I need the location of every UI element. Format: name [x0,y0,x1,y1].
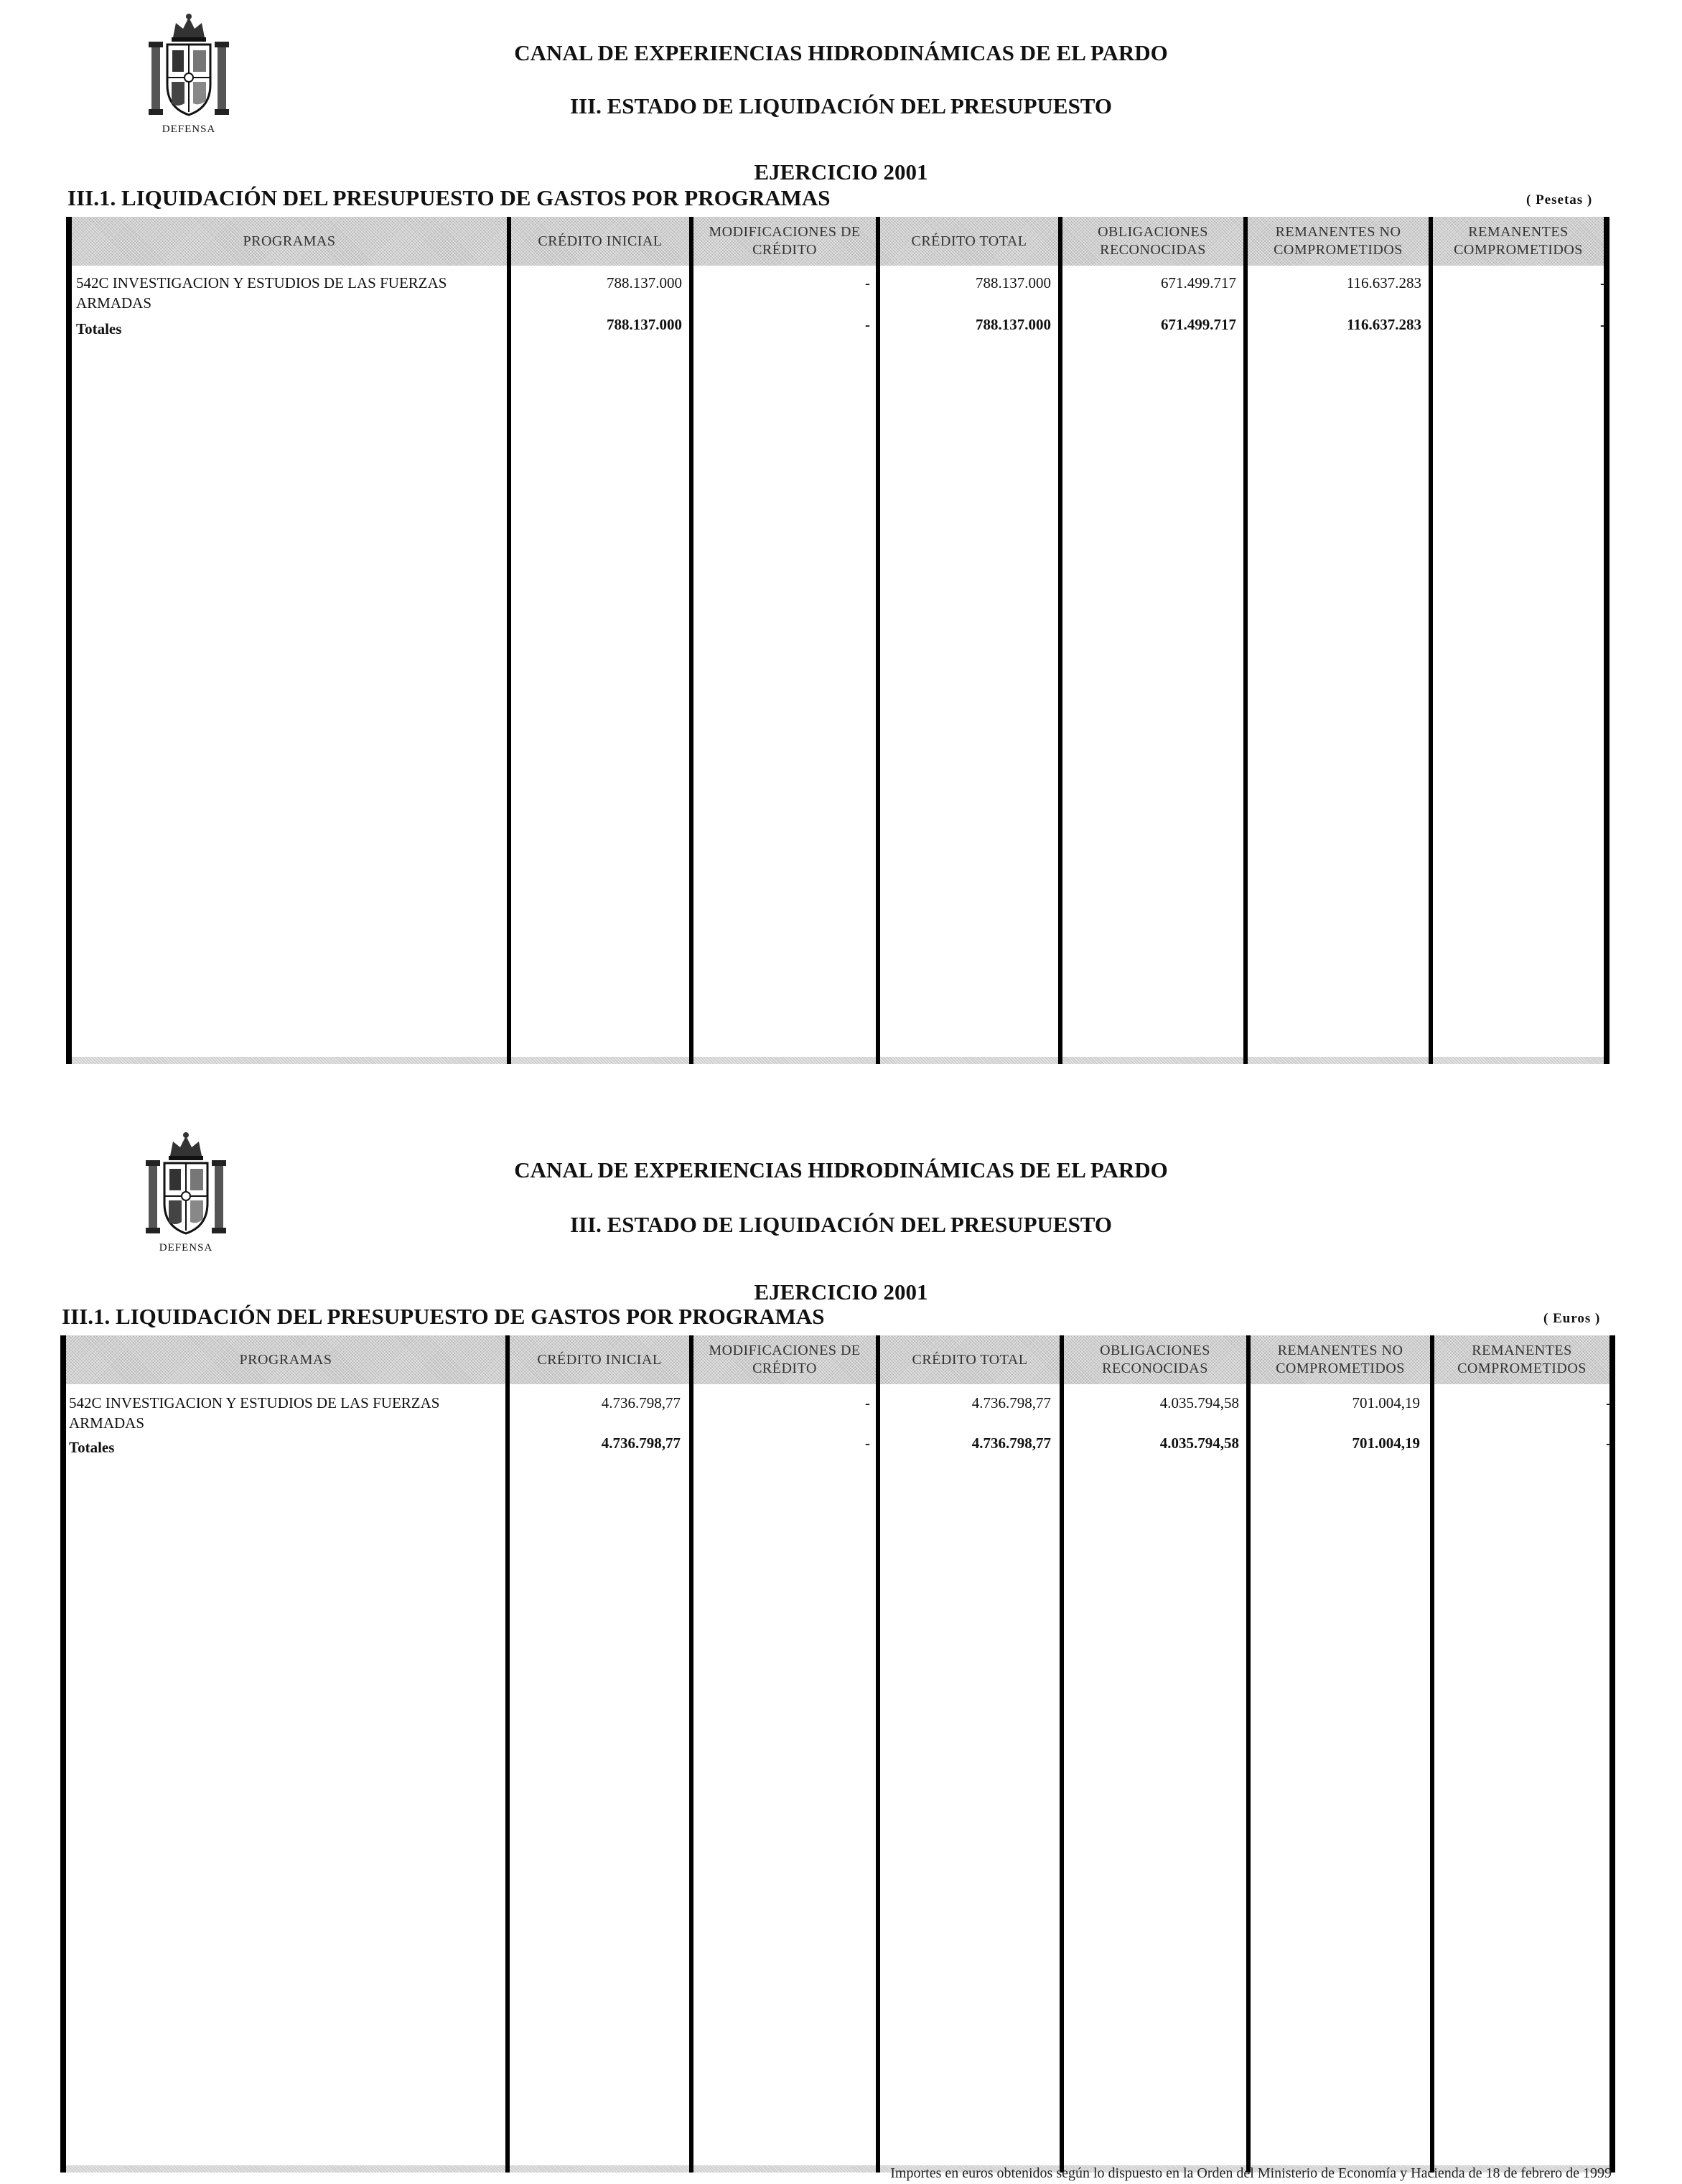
total-cell: 116.637.283 [1347,316,1421,333]
column-header: REMANENTES NO COMPROMETIDOS [1274,224,1403,258]
value-cell: - [1600,274,1605,291]
total-cell: 4.736.798,77 [971,1434,1051,1452]
column-header: CRÉDITO INICIAL [537,1351,662,1368]
euros-table [60,1335,1615,2173]
column-rule [505,1335,510,2173]
column-header: CRÉDITO TOTAL [911,233,1027,249]
column-rule [1243,217,1248,1064]
total-cell: - [865,1434,870,1452]
column-rule [507,217,511,1064]
pesetas-table [66,217,1609,1064]
total-cell: 4.736.798,77 [601,1434,681,1452]
column-rule [1429,217,1433,1064]
column-rule [1060,1335,1064,2173]
exercise-title: EJERCICIO 2001 [754,1279,928,1305]
column-header: MODIFICACIONES DE CRÉDITO [709,224,861,258]
column-rule [1609,1335,1615,2173]
totals-label: Totales [76,320,122,337]
column-rule [689,1335,693,2173]
pesetas-section [0,0,1682,1077]
column-rule [66,217,72,1064]
total-cell: - [1600,316,1605,333]
column-header: OBLIGACIONES RECONOCIDAS [1098,224,1208,258]
column-header: PROGRAMAS [243,233,336,249]
value-cell: 701.004,19 [1352,1394,1420,1411]
value-cell: - [1606,1394,1611,1411]
column-rule [876,1335,880,2173]
column-header: OBLIGACIONES RECONOCIDAS [1100,1343,1210,1376]
table-heading: III.1. LIQUIDACIÓN DEL PRESUPUESTO DE GASTOS POR PROGRAMAS [62,1304,825,1329]
organization-title: CANAL DE EXPERIENCIAS HIDRODINÁMICAS DE EL PARDO [514,40,1168,65]
units-label: ( Pesetas ) [1526,192,1593,207]
program-cell: 542C INVESTIGACION Y ESTUDIOS DE LAS FUERZAS ARMADAS [76,274,447,312]
column-header: REMANENTES COMPROMETIDOS [1457,1343,1587,1376]
table-heading: III.1. LIQUIDACIÓN DEL PRESUPUESTO DE GASTOS POR PROGRAMAS [67,185,831,210]
total-cell: 788.137.000 [607,316,682,333]
footnote: Importes en euros obtenidos según lo dispuesto en la Orden del Ministerio de Economía y Hacienda de 18 de febrero de 1999 [890,2165,1612,2181]
value-cell: 4.736.798,77 [601,1394,681,1411]
column-rule [1246,1335,1251,2173]
section-title: III. ESTADO DE LIQUIDACIÓN DEL PRESUPUESTO [569,1212,1113,1237]
column-header: CRÉDITO INICIAL [538,233,663,249]
column-header: MODIFICACIONES DE CRÉDITO [709,1343,861,1376]
value-cell: 788.137.000 [976,274,1051,291]
total-cell: 701.004,19 [1352,1434,1420,1452]
emblem-label: DEFENSA [159,1242,213,1254]
column-rule [689,217,693,1064]
total-cell: - [865,316,870,333]
section-title: III. ESTADO DE LIQUIDACIÓN DEL PRESUPUESTO [569,93,1113,118]
total-cell: 4.035.794,58 [1159,1434,1239,1452]
column-rule [60,1335,66,2173]
value-cell: 116.637.283 [1346,274,1421,291]
total-cell: 788.137.000 [976,316,1051,333]
column-header: REMANENTES COMPROMETIDOS [1454,224,1583,258]
column-rule [876,217,880,1064]
column-rule [1058,217,1062,1064]
value-cell: - [865,1394,870,1411]
bottom-band [66,1057,1609,1064]
value-cell: 4.035.794,58 [1159,1394,1239,1411]
total-cell: 671.499.717 [1161,316,1236,333]
organization-title: CANAL DE EXPERIENCIAS HIDRODINÁMICAS DE EL PARDO [514,1157,1168,1182]
column-rule [1430,1335,1434,2173]
total-cell: - [1606,1434,1611,1452]
value-cell: 671.499.717 [1161,274,1236,291]
column-header: PROGRAMAS [239,1351,332,1368]
value-cell: 788.137.000 [607,274,682,291]
column-rule [1604,217,1609,1064]
value-cell: - [865,274,870,291]
program-cell: 542C INVESTIGACION Y ESTUDIOS DE LAS FUERZAS ARMADAS [69,1394,440,1432]
units-label: ( Euros ) [1543,1311,1601,1326]
exercise-title: EJERCICIO 2001 [754,159,928,185]
euros-section [0,1120,1682,2184]
column-header: REMANENTES NO COMPROMETIDOS [1276,1343,1405,1376]
totals-label: Totales [69,1439,115,1456]
value-cell: 4.736.798,77 [971,1394,1051,1411]
column-header: CRÉDITO TOTAL [912,1351,1028,1368]
emblem-label: DEFENSA [162,123,216,135]
